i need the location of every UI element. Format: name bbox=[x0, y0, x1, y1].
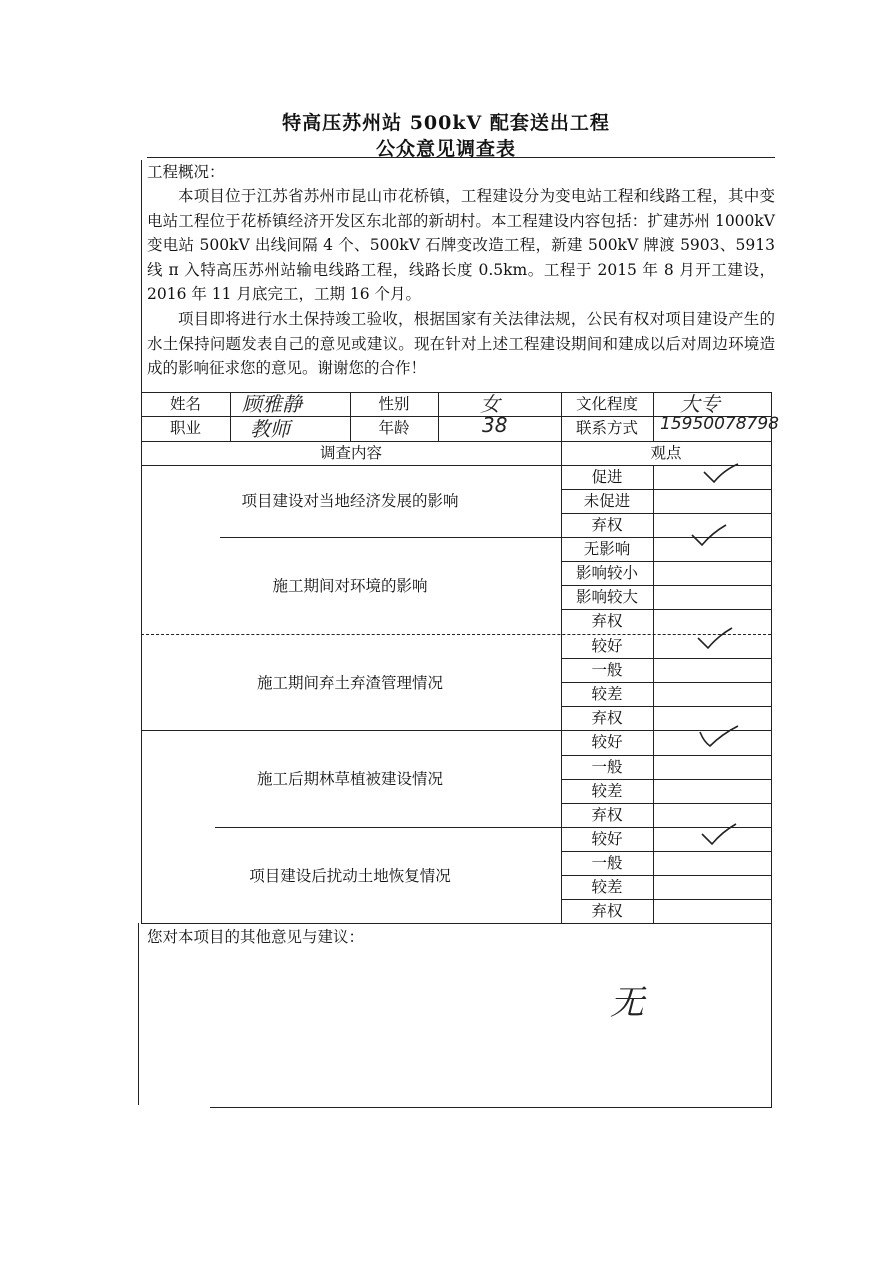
q1-option-2: 未促进 bbox=[583, 492, 631, 510]
left-border-top bbox=[141, 160, 142, 380]
overview-paragraph-2: 项目即将进行水土保持竣工验收，根据国家有关法律法规，公民有权对项目建设产生的水土保持问题发表自己的意见或建议。现在针对上述工程建设期间和建成以后对周边环境造成的影响征求您的意见。谢谢您的合作！ bbox=[147, 310, 775, 377]
occupation-value: 教师 bbox=[250, 417, 290, 441]
q4-option-2: 一般 bbox=[591, 758, 623, 776]
overview-heading: 工程概况： bbox=[147, 163, 225, 181]
q3-option-4: 弃权 bbox=[591, 709, 623, 727]
top-rule bbox=[147, 157, 775, 158]
overview-paragraph-1: 本项目位于江苏省苏州市昆山市花桥镇，工程建设分为变电站工程和线路工程，其中变电站工程位于花桥镇经济开发区东北部的新胡村。本工程建设内容包括：扩建苏州 1000kV 变电站 500kV 出线间隔 4 个、500kV 石牌变改造工程，新建 500kV 牌渡 5903、5913 线 π 入特高压苏州站输电线路工程，线路长度 0.5km。工程于 2015 年 8 月开工建设，2016 年 11 月底完工，工期 16 个月。 bbox=[147, 187, 775, 303]
comments-label: 您对本项目的其他意见与建议： bbox=[147, 928, 365, 946]
gender-value: 女 bbox=[480, 392, 500, 416]
q4-option-1: 较好 bbox=[591, 733, 623, 751]
q4-option-3: 较差 bbox=[591, 782, 623, 800]
education-label: 文化程度 bbox=[575, 395, 638, 413]
q5-check-mark-icon bbox=[698, 822, 738, 848]
q2-option-4: 弃权 bbox=[591, 612, 623, 630]
q5-option-2: 一般 bbox=[591, 854, 623, 872]
q1-option-1: 促进 bbox=[591, 468, 623, 486]
question-1: 项目建设对当地经济发展的影响 bbox=[241, 492, 459, 510]
q2-option-3: 影响较大 bbox=[575, 588, 638, 606]
question-3: 施工期间弃土弃渣管理情况 bbox=[256, 674, 443, 692]
contact-label: 联系方式 bbox=[575, 419, 638, 437]
q3-check-mark-icon bbox=[694, 626, 734, 652]
q3-option-1: 较好 bbox=[591, 637, 623, 655]
q4-check-mark-icon bbox=[696, 724, 740, 750]
contact-value: 15950078798 bbox=[660, 414, 779, 434]
comments-handwritten: 无 bbox=[610, 983, 644, 1023]
name-label: 姓名 bbox=[169, 395, 201, 413]
gender-label: 性别 bbox=[378, 395, 410, 413]
opinion-header: 观点 bbox=[650, 444, 682, 462]
occupation-label: 职业 bbox=[169, 419, 201, 437]
q5-option-3: 较差 bbox=[591, 878, 623, 896]
age-value: 38 bbox=[482, 413, 508, 437]
q2-option-2: 影响较小 bbox=[575, 564, 638, 582]
q2-option-1: 无影响 bbox=[583, 540, 631, 558]
document-title: 特高压苏州站 500kV 配套送出工程 bbox=[282, 112, 610, 134]
q1-option-3: 弃权 bbox=[591, 516, 623, 534]
q1-check-mark-icon bbox=[700, 462, 740, 486]
content-header: 调查内容 bbox=[319, 444, 382, 462]
q4-option-4: 弃权 bbox=[591, 806, 623, 824]
question-2: 施工期间对环境的影响 bbox=[272, 577, 428, 595]
age-label: 年龄 bbox=[378, 419, 410, 437]
question-5: 项目建设后扰动土地恢复情况 bbox=[249, 867, 451, 885]
document-subtitle: 公众意见调查表 bbox=[375, 138, 516, 160]
q5-option-1: 较好 bbox=[591, 830, 623, 848]
name-value: 顾雅静 bbox=[242, 392, 302, 416]
q3-option-3: 较差 bbox=[591, 685, 623, 703]
q5-option-4: 弃权 bbox=[591, 902, 623, 920]
q2-check-mark-icon bbox=[688, 523, 728, 549]
education-value: 大专 bbox=[680, 392, 720, 416]
q3-option-2: 一般 bbox=[591, 661, 623, 679]
question-4: 施工后期林草植被建设情况 bbox=[256, 770, 443, 788]
